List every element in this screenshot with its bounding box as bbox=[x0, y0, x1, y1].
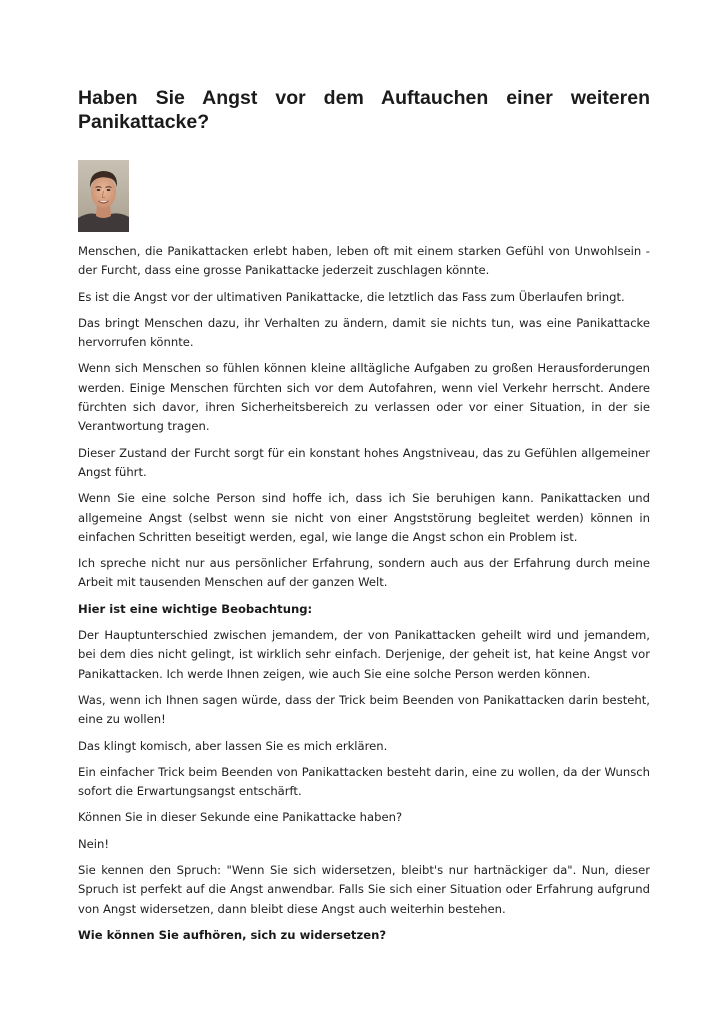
paragraph: Wenn Sie eine solche Person sind hoffe ich, dass ich Sie beruhigen kann. Panikattacken und allgemeine Angst (selbst wenn sie nicht von einer Angststörung begleitet werden) können in einfachen Schritten beseitigt werden, egal, wie lange die Angst schon ein Problem ist. bbox=[78, 491, 650, 544]
paragraph: Das bringt Menschen dazu, ihr Verhalten zu ändern, damit sie nichts tun, was eine Panikattacke hervorrufen könnte. bbox=[78, 315, 650, 350]
page-title: Haben Sie Angst vor dem Auftauchen einer weiteren Panikattacke? bbox=[78, 87, 650, 133]
paragraph: Das klingt komisch, aber lassen Sie es mich erklären. bbox=[78, 738, 388, 753]
author-photo bbox=[78, 160, 129, 232]
article-body bbox=[78, 242, 650, 945]
paragraph: Ich spreche nicht nur aus persönlicher Erfahrung, sondern auch aus der Erfahrung durch meine Arbeit mit tausenden Menschen auf der ganzen Welt. bbox=[78, 556, 650, 590]
author-portrait-image bbox=[78, 160, 129, 232]
paragraph: Ein einfacher Trick beim Beenden von Panikattacken besteht darin, eine zu wollen, da der Wunsch sofort die Erwartungsangst entschärft. bbox=[78, 764, 650, 799]
document-page bbox=[78, 86, 650, 952]
paragraph: Wenn sich Menschen so fühlen können kleine alltägliche Aufgaben zu großen Herausforderungen werden. Einige Menschen fürchten sich vor dem Autofahren, wenn viel Verkehr herrscht. Andere fürchten sich davor, ihren Sicherheitsbereich zu verlassen oder vor einer Situation, in der sie Verantwortung tragen. bbox=[78, 361, 650, 434]
paragraph: Menschen, die Panikattacken erlebt haben, leben oft mit einem starken Gefühl von Unwohlsein - der Furcht, dass eine grosse Panikattacke jederzeit zuschlagen könnte. bbox=[78, 244, 650, 278]
paragraph: Es ist die Angst vor der ultimativen Panikattacke, die letztlich das Fass zum Überlaufen bringt. bbox=[78, 289, 625, 304]
paragraph: Nein! bbox=[78, 836, 110, 851]
paragraph: Der Hauptunterschied zwischen jemandem, der von Panikattacken geheilt wird und jemandem, bei dem dies nicht gelingt, ist wirklich sehr einfach. Derjenige, der geheit ist, hat keine Angst vor Panikattacken. Ich werde Ihnen zeigen, wie auch Sie eine solche Person werden können. bbox=[78, 628, 650, 681]
paragraph: Dieser Zustand der Furcht sorgt für ein konstant hohes Angstniveau, das zu Gefühlen allgemeiner Angst führt. bbox=[78, 445, 650, 479]
section-heading: Hier ist eine wichtige Beobachtung: bbox=[78, 601, 313, 616]
section-heading: Wie können Sie aufhören, sich zu widersetzen? bbox=[78, 927, 387, 942]
paragraph: Können Sie in dieser Sekunde eine Panikattacke haben? bbox=[78, 810, 403, 825]
paragraph: Was, wenn ich Ihnen sagen würde, dass der Trick beim Beenden von Panikattacken darin besteht, eine zu wollen! bbox=[78, 692, 650, 727]
paragraph: Sie kennen den Spruch: "Wenn Sie sich widersetzen, bleibt's nur hartnäckiger da". Nun, dieser Spruch ist perfekt auf die Angst anwendbar. Falls Sie sich einer Situation oder Erfahrung aufgrund von Angst widersetzen, dann bleibt diese Angst auch weiterhin bestehen. bbox=[78, 863, 650, 916]
